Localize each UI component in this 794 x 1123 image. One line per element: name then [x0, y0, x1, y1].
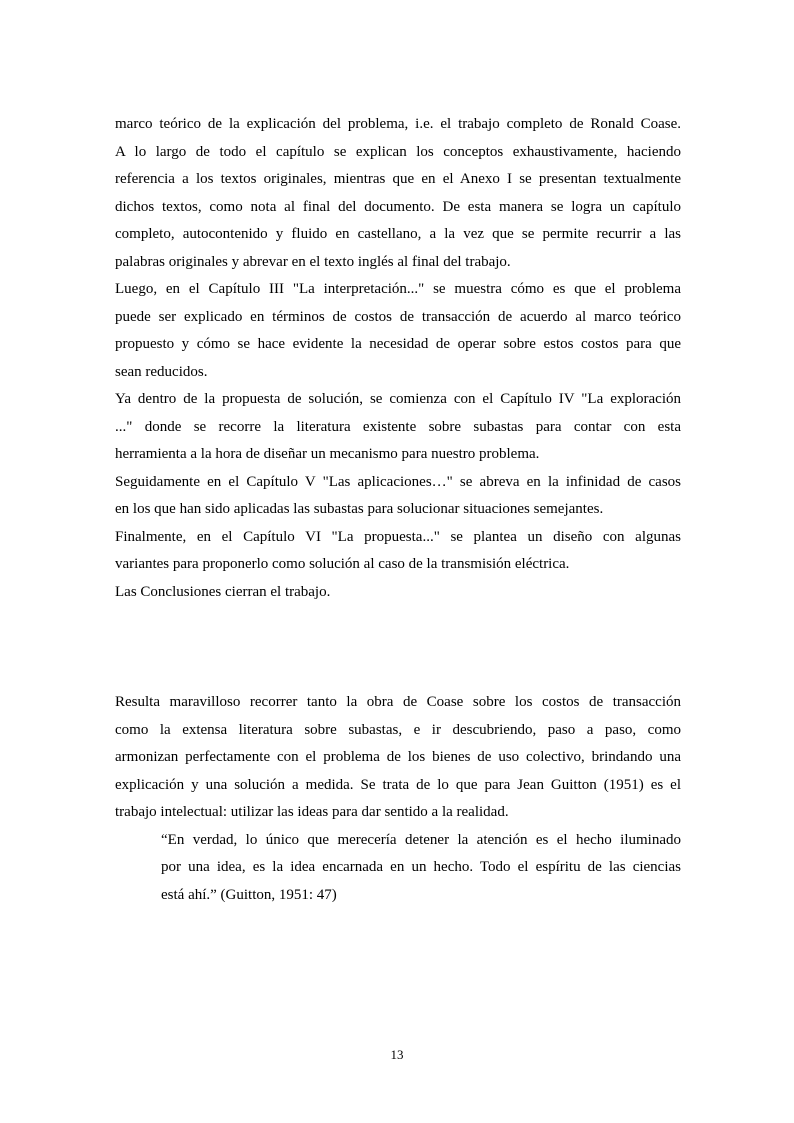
- paragraph-1-line-5: completo, autocontenido y fluido en castellano, a la vez que se permite recurrir a las: [115, 226, 681, 242]
- paragraph-5-line-2: variantes para proponerlo como solución al caso de la transmisión eléctrica.: [115, 556, 570, 572]
- paragraph-6-line-1: Las Conclusiones cierran el trabajo.: [115, 584, 331, 600]
- paragraph-1-line-3: referencia a los textos originales, mientras que en el Anexo I se presentan textualmente: [115, 171, 681, 187]
- paragraph-7-line-4: explicación y una solución a medida. Se trata de lo que para Jean Guitton (1951) es el: [115, 777, 681, 793]
- quote-line-3: está ahí.” (Guitton, 1951: 47): [161, 887, 337, 903]
- paragraph-4-line-1: Seguidamente en el Capítulo V "Las aplicaciones…" se abreva en la infinidad de casos: [115, 474, 681, 490]
- paragraph-2-line-3: propuesto y cómo se hace evidente la necesidad de operar sobre estos costos para que: [115, 336, 681, 352]
- paragraph-7-line-2: como la extensa literatura sobre subastas, e ir descubriendo, paso a paso, como: [115, 722, 681, 738]
- paragraph-2-line-2: puede ser explicado en términos de costos de transacción de acuerdo al marco teórico: [115, 309, 681, 325]
- paragraph-1-line-6: palabras originales y abrevar en el texto inglés al final del trabajo.: [115, 254, 511, 270]
- paragraph-4-line-2: en los que han sido aplicadas las subastas para solucionar situaciones semejantes.: [115, 501, 604, 517]
- paragraph-2-line-4: sean reducidos.: [115, 364, 208, 380]
- paragraph-1-line-2: A lo largo de todo el capítulo se explican los conceptos exhaustivamente, haciendo: [115, 144, 681, 160]
- paragraph-3-line-1: Ya dentro de la propuesta de solución, se comienza con el Capítulo IV "La exploración: [115, 391, 681, 407]
- paragraph-7-line-3: armonizan perfectamente con el problema de los bienes de uso colectivo, brindando una: [115, 749, 681, 765]
- paragraph-1-line-4: dichos textos, como nota al final del documento. De esta manera se logra un capítulo: [115, 199, 681, 215]
- paragraph-1-line-1: marco teórico de la explicación del problema, i.e. el trabajo completo de Ronald Coase.: [115, 116, 681, 132]
- paragraph-5-line-1: Finalmente, en el Capítulo VI "La propuesta..." se plantea un diseño con algunas: [115, 529, 681, 545]
- paragraph-7-line-5: trabajo intelectual: utilizar las ideas para dar sentido a la realidad.: [115, 804, 509, 820]
- quote-line-1: “En verdad, lo único que merecería detener la atención es el hecho iluminado: [161, 832, 681, 848]
- paragraph-3-line-3: herramienta a la hora de diseñar un mecanismo para nuestro problema.: [115, 446, 540, 462]
- quote-line-2: por una idea, es la idea encarnada en un hecho. Todo el espíritu de las ciencias: [161, 859, 681, 875]
- paragraph-2-line-1: Luego, en el Capítulo III "La interpretación..." se muestra cómo es que el problema: [115, 281, 681, 297]
- paragraph-7-line-1: Resulta maravilloso recorrer tanto la obra de Coase sobre los costos de transacción: [115, 694, 681, 710]
- page-number: 13: [390, 1047, 404, 1062]
- paragraph-3-line-2: ..." donde se recorre la literatura existente sobre subastas para contar con esta: [115, 419, 681, 435]
